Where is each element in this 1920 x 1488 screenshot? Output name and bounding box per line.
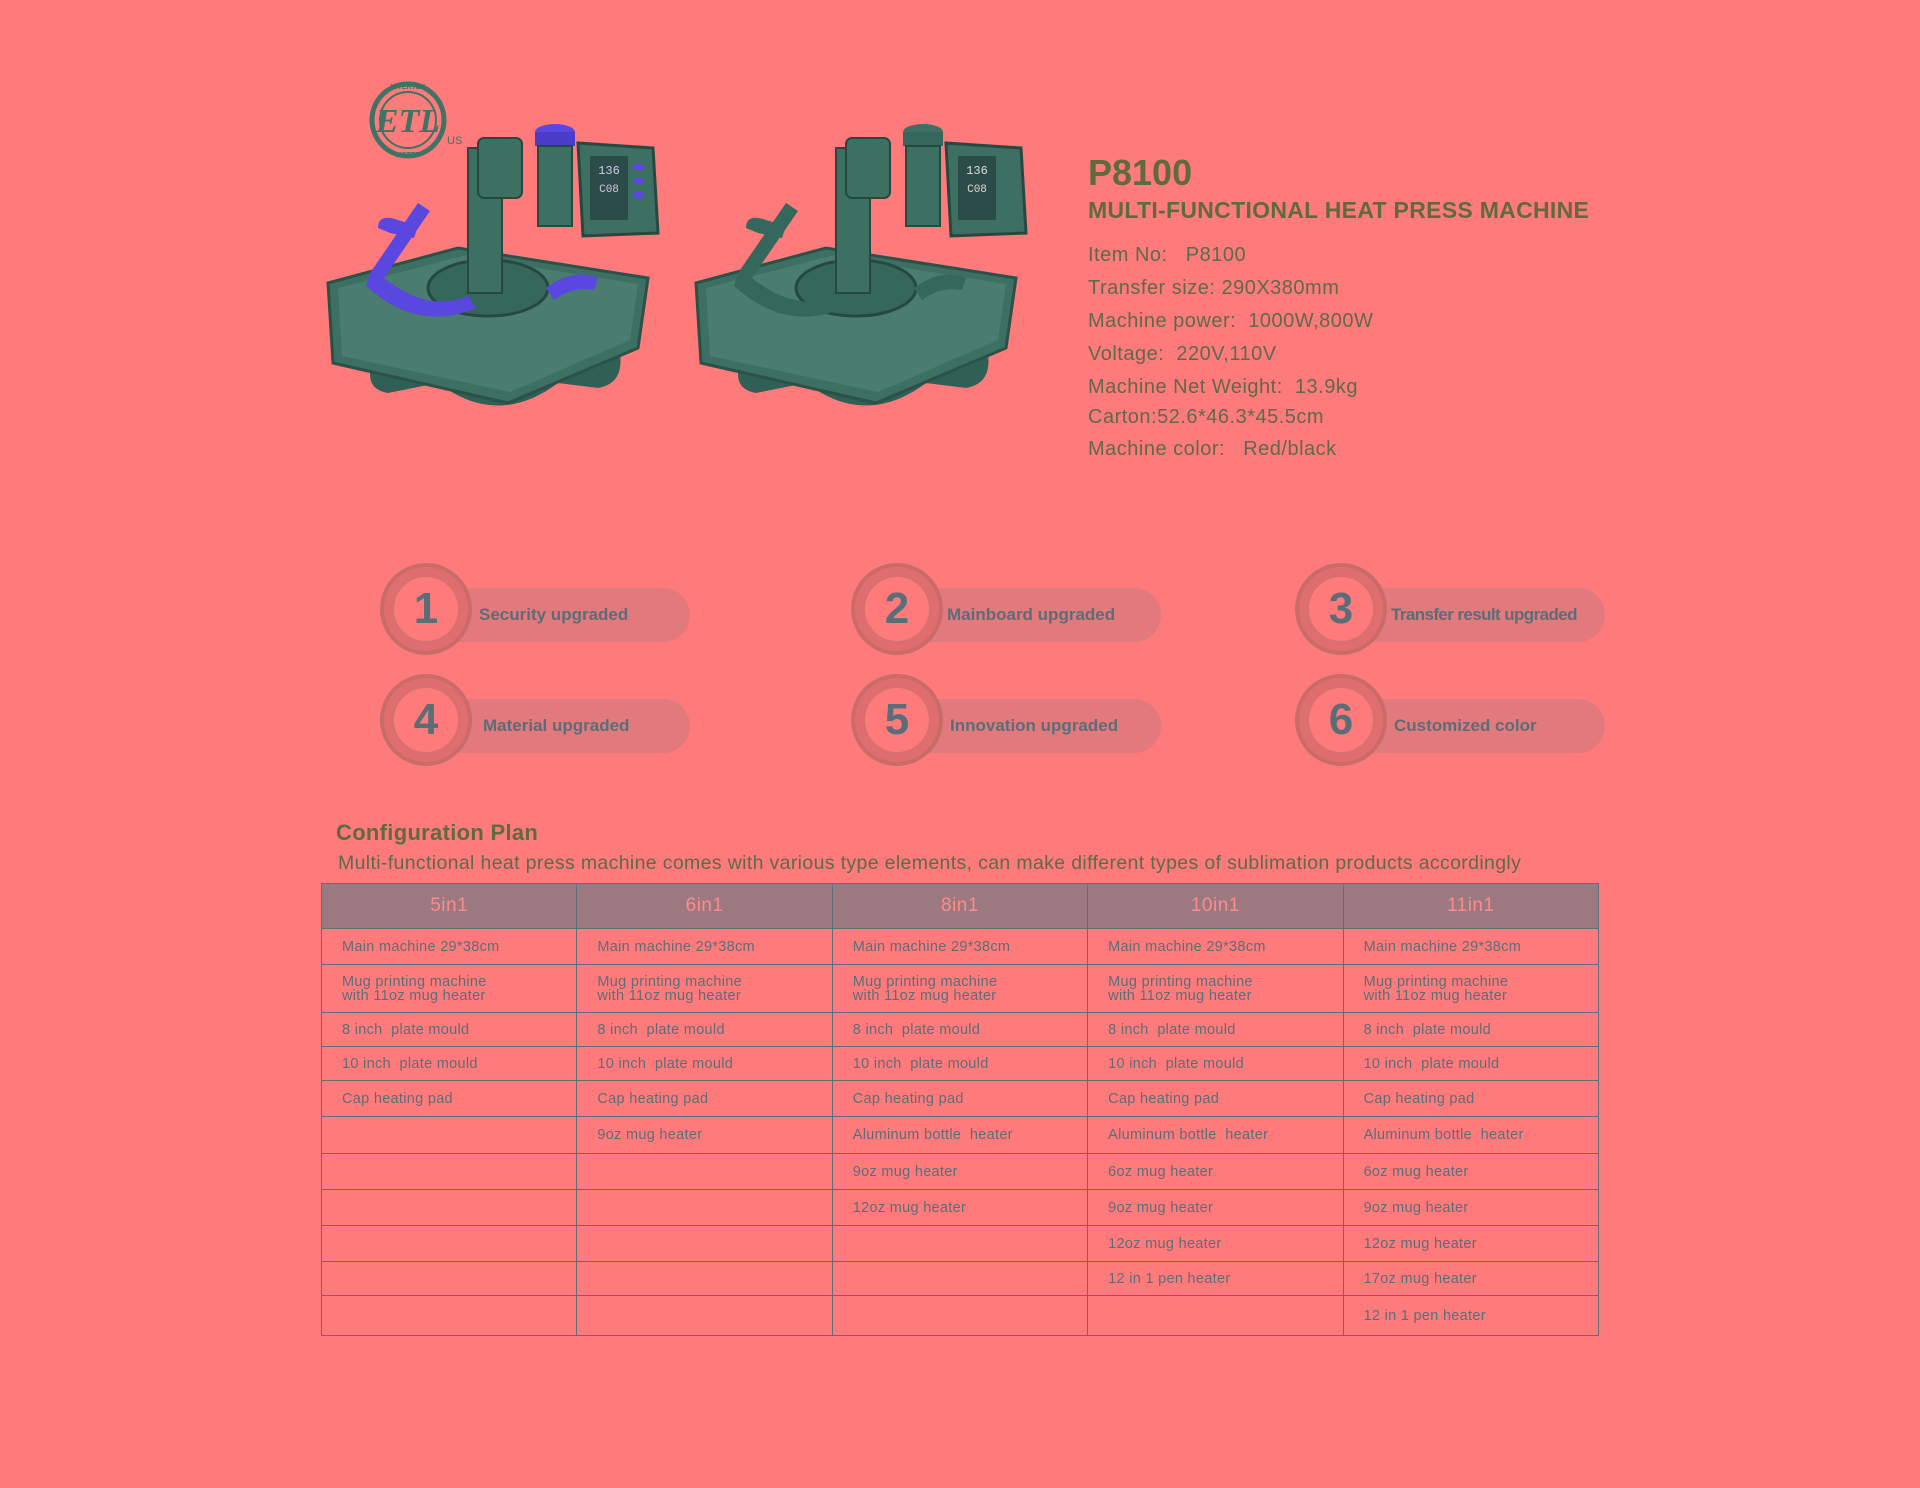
table-row — [322, 1296, 1599, 1336]
table-cell — [577, 1190, 832, 1226]
table-cell: Aluminum bottle heater — [1343, 1117, 1598, 1154]
etl-top-text: INTERTEK — [390, 84, 426, 91]
table-cell: 8 inch plate mould — [322, 1013, 577, 1047]
table-cell: 12oz mug heater — [1088, 1226, 1343, 1262]
table-cell: 9oz mug heater — [577, 1117, 832, 1154]
table-row — [322, 1081, 1599, 1117]
table-cell: 17oz mug heater — [1343, 1262, 1598, 1296]
table-cell: Cap heating pad — [577, 1081, 832, 1117]
table-cell: 10 inch plate mould — [1343, 1047, 1598, 1081]
table-cell: 8 inch plate mould — [577, 1013, 832, 1047]
spec-net-weight: Machine Net Weight: 13.9kg — [1088, 376, 1358, 398]
table-cell: 9oz mug heater — [1088, 1190, 1343, 1226]
spec-item-no: Item No: P8100 — [1088, 244, 1247, 266]
table-cell: 10 inch plate mould — [1088, 1047, 1343, 1081]
etl-suffix: US — [447, 135, 463, 147]
feature-label: Innovation upgraded — [950, 716, 1119, 735]
table-cell — [577, 1262, 832, 1296]
table-cell — [577, 1296, 832, 1336]
etl-bottom-text: LISTED — [395, 152, 421, 159]
feature-number: 4 — [413, 695, 439, 744]
feature-label: Customized color — [1394, 716, 1537, 735]
config-title: Configuration Plan — [336, 820, 539, 845]
table-cell: Mug printing machine with 11oz mug heater — [1088, 965, 1343, 1013]
table-cell — [832, 1226, 1087, 1262]
column-header-8in1: 8in1 — [832, 884, 1087, 929]
table-cell: Mug printing machine with 11oz mug heater — [1343, 965, 1598, 1013]
table-cell — [577, 1154, 832, 1190]
feature-number: 1 — [413, 584, 439, 633]
column-header-5in1: 5in1 — [322, 884, 577, 929]
table-row — [322, 929, 1599, 965]
feature-label: Security upgraded — [479, 605, 629, 624]
table-cell: 12 in 1 pen heater — [1343, 1296, 1598, 1336]
table-cell: Cap heating pad — [832, 1081, 1087, 1117]
table-cell — [577, 1226, 832, 1262]
table-cell: 6oz mug heater — [1343, 1154, 1598, 1190]
etl-mark: ETL — [375, 103, 441, 140]
feature-badge — [1295, 674, 1605, 770]
table-cell: 12 in 1 pen heater — [1088, 1262, 1343, 1296]
table-cell — [322, 1117, 577, 1154]
feature-number: 5 — [884, 695, 910, 744]
table-cell — [322, 1226, 577, 1262]
table-cell — [322, 1262, 577, 1296]
table-cell: 12oz mug heater — [832, 1190, 1087, 1226]
table-row — [322, 965, 1599, 1013]
spec-carton: Carton:52.6*46.3*45.5cm — [1088, 406, 1325, 428]
column-header-11in1: 11in1 — [1343, 884, 1598, 929]
spec-voltage: Voltage: 220V,110V — [1088, 343, 1277, 365]
heat-press-machine-image-black — [686, 118, 1046, 438]
spec-machine-color: Machine color: Red/black — [1088, 438, 1337, 460]
product-subtitle: MULTI-FUNCTIONAL HEAT PRESS MACHINE — [1088, 197, 1590, 223]
table-cell — [322, 1190, 577, 1226]
table-row — [322, 1117, 1599, 1154]
table-cell: 10 inch plate mould — [577, 1047, 832, 1081]
feature-number: 3 — [1328, 584, 1354, 633]
display-time: C08 — [967, 184, 987, 196]
table-row — [322, 1047, 1599, 1081]
table-cell: 8 inch plate mould — [1343, 1013, 1598, 1047]
configuration-table — [321, 883, 1599, 1336]
feature-badge — [851, 674, 1161, 770]
spec-transfer-size: Transfer size: 290X380mm — [1088, 277, 1340, 299]
display-temperature: 136 — [966, 164, 988, 178]
table-cell — [832, 1262, 1087, 1296]
table-cell: 10 inch plate mould — [322, 1047, 577, 1081]
display-temperature: 136 — [598, 164, 620, 178]
table-cell: 8 inch plate mould — [1088, 1013, 1343, 1047]
table-cell: Mug printing machine with 11oz mug heater — [832, 965, 1087, 1013]
feature-badge — [380, 563, 690, 659]
table-cell: 10 inch plate mould — [832, 1047, 1087, 1081]
column-header-6in1: 6in1 — [577, 884, 832, 929]
feature-label: Transfer result upgraded — [1391, 605, 1577, 624]
heat-press-machine-image-blue — [318, 118, 678, 438]
table-header-row — [322, 884, 1599, 929]
table-cell: 6oz mug heater — [1088, 1154, 1343, 1190]
table-cell: 12oz mug heater — [1343, 1226, 1598, 1262]
table-cell: Main machine 29*38cm — [577, 929, 832, 965]
table-cell: Main machine 29*38cm — [1088, 929, 1343, 965]
table-cell: 8 inch plate mould — [832, 1013, 1087, 1047]
table-cell: Aluminum bottle heater — [1088, 1117, 1343, 1154]
display-time: C08 — [599, 184, 619, 196]
table-cell: 9oz mug heater — [1343, 1190, 1598, 1226]
feature-number: 2 — [884, 584, 910, 633]
table-row — [322, 1262, 1599, 1296]
table-row — [322, 1226, 1599, 1262]
model-number: P8100 — [1088, 152, 1193, 193]
table-row — [322, 1154, 1599, 1190]
feature-label: Mainboard upgraded — [947, 605, 1116, 624]
table-row — [322, 1190, 1599, 1226]
table-cell — [322, 1154, 577, 1190]
table-cell: Main machine 29*38cm — [832, 929, 1087, 965]
feature-badge — [380, 674, 690, 770]
table-cell: Cap heating pad — [1088, 1081, 1343, 1117]
table-cell — [322, 1296, 577, 1336]
table-cell — [1088, 1296, 1343, 1336]
feature-label: Material upgraded — [483, 716, 630, 735]
table-cell: Mug printing machine with 11oz mug heater — [322, 965, 577, 1013]
spec-machine-power: Machine power: 1000W,800W — [1088, 310, 1374, 332]
column-header-10in1: 10in1 — [1088, 884, 1343, 929]
table-cell: Cap heating pad — [322, 1081, 577, 1117]
feature-number: 6 — [1328, 695, 1354, 744]
table-cell: Mug printing machine with 11oz mug heater — [577, 965, 832, 1013]
table-cell: Main machine 29*38cm — [322, 929, 577, 965]
config-description: Multi-functional heat press machine comes with various type elements, can make different types of sublimation products accordingly — [338, 852, 1522, 874]
feature-badge — [1295, 563, 1605, 659]
table-cell: Main machine 29*38cm — [1343, 929, 1598, 965]
table-cell: Cap heating pad — [1343, 1081, 1598, 1117]
table-row — [322, 1013, 1599, 1047]
table-cell — [832, 1296, 1087, 1336]
table-cell: 9oz mug heater — [832, 1154, 1087, 1190]
feature-badge — [851, 563, 1161, 659]
table-cell: Aluminum bottle heater — [832, 1117, 1087, 1154]
